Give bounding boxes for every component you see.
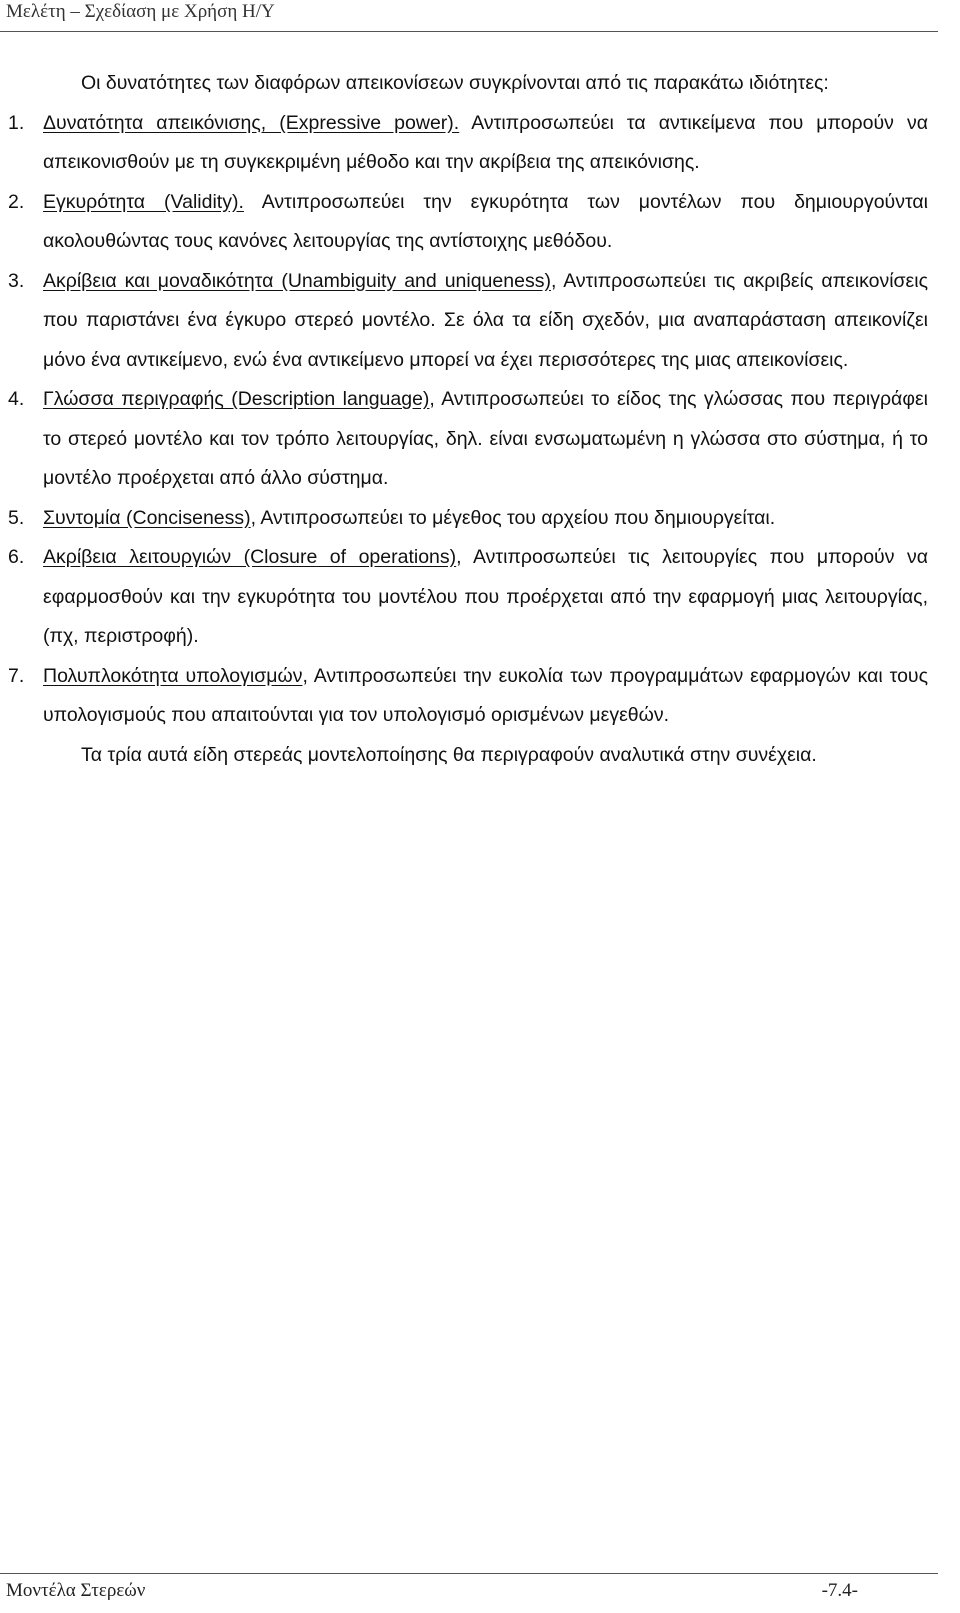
item-term: Εγκυρότητα (Validity). — [43, 190, 244, 213]
list-item — [8, 262, 928, 381]
item-term: Πολυπλοκότητα υπολογισμών — [43, 664, 303, 687]
document-body — [8, 64, 928, 775]
closing-paragraph: Τα τρία αυτά είδη στερεάς μοντελοποίησης θα περιγραφούν αναλυτικά στην συνέχεια. — [81, 743, 817, 766]
item-text: , Αντιπροσωπεύει την ευκολία των προγραμμάτων εφαρμογών και τους υπολογισμούς που απαιτούνται για τον υπολογισμό ορισμένων μεγεθών. — [43, 664, 928, 726]
list-item — [8, 657, 928, 736]
item-term: Δυνατότητα απεικόνισης, (Expressive power). — [43, 111, 460, 134]
item-number: 5. — [8, 506, 25, 529]
item-number: 6. — [8, 546, 25, 568]
item-term: Γλώσσα περιγραφής (Description language) — [43, 388, 430, 410]
item-text: Αντιπροσωπεύει την εγκυρότητα των μοντέλων που δημιουργούνται ακολουθώντας τους κανόνες λειτουργίας της αντίστοιχης μεθόδου. — [43, 190, 928, 252]
item-number: 2. — [8, 190, 25, 213]
page-number: -7.4- — [821, 1580, 858, 1601]
item-term: Ακρίβεια λειτουργιών (Closure of operations) — [43, 546, 457, 568]
intro-paragraph: Οι δυνατότητες των διαφόρων απεικονίσεων συγκρίνονται από τις παρακάτω ιδιότητες: — [81, 72, 829, 94]
properties-list — [8, 104, 928, 736]
list-item — [8, 380, 928, 499]
item-number: 4. — [8, 388, 25, 410]
footer-title: Μοντέλα Στερεών — [6, 1580, 146, 1601]
item-number: 1. — [8, 111, 25, 134]
list-item — [8, 104, 928, 183]
item-number: 7. — [8, 664, 25, 687]
item-text: , Αντιπροσωπεύει τις ακριβείς απεικονίσεις που παριστάνει ένα έγκυρο στερεό μοντέλο. Σε όλα τα είδη σχεδόν, μια αναπαράσταση απεικονίζει μόνο ένα αντικείμενο, ενώ ένα αντικείμενο μπορεί να έχει περισσότερες της μιας απεικονίσεις. — [43, 269, 928, 371]
item-text: , Αντιπροσωπεύει το είδος της γλώσσας που περιγράφει το στερεό μοντέλο και τον τρόπο λειτουργίας, δηλ. είναι ενσωματωμένη η γλώσσα στο σύστημα, ή το μοντέλο προέρχεται από άλλο σύστημα. — [43, 388, 928, 489]
item-term: Συντομία (Conciseness) — [43, 506, 251, 529]
header-title: Μελέτη – Σχεδίαση με Χρήση Η/Υ — [6, 1, 275, 22]
item-text: , Αντιπροσωπεύει το μέγεθος του αρχείου που δημιουργείται. — [250, 506, 776, 529]
item-text: , Αντιπροσωπεύει τις λειτουργίες που μπορούν να εφαρμοσθούν και την εγκυρότητα του μοντέλου που προέρχεται από την εφαρμογή μιας λειτουργίας, (πχ, περιστροφή). — [43, 546, 928, 647]
item-term: Ακρίβεια και μοναδικότητα (Unambiguity and uniqueness) — [43, 269, 551, 292]
list-item — [8, 183, 928, 262]
page-footer — [0, 1573, 938, 1607]
list-item — [8, 499, 928, 539]
item-number: 3. — [8, 269, 25, 292]
list-item — [8, 538, 928, 657]
item-text: Αντιπροσωπεύει τα αντικείμενα που μπορούν να απεικονισθούν με τη συγκεκριμένη μέθοδο και την ακρίβεια της απεικόνισης. — [43, 111, 929, 173]
page-header — [0, 0, 938, 32]
